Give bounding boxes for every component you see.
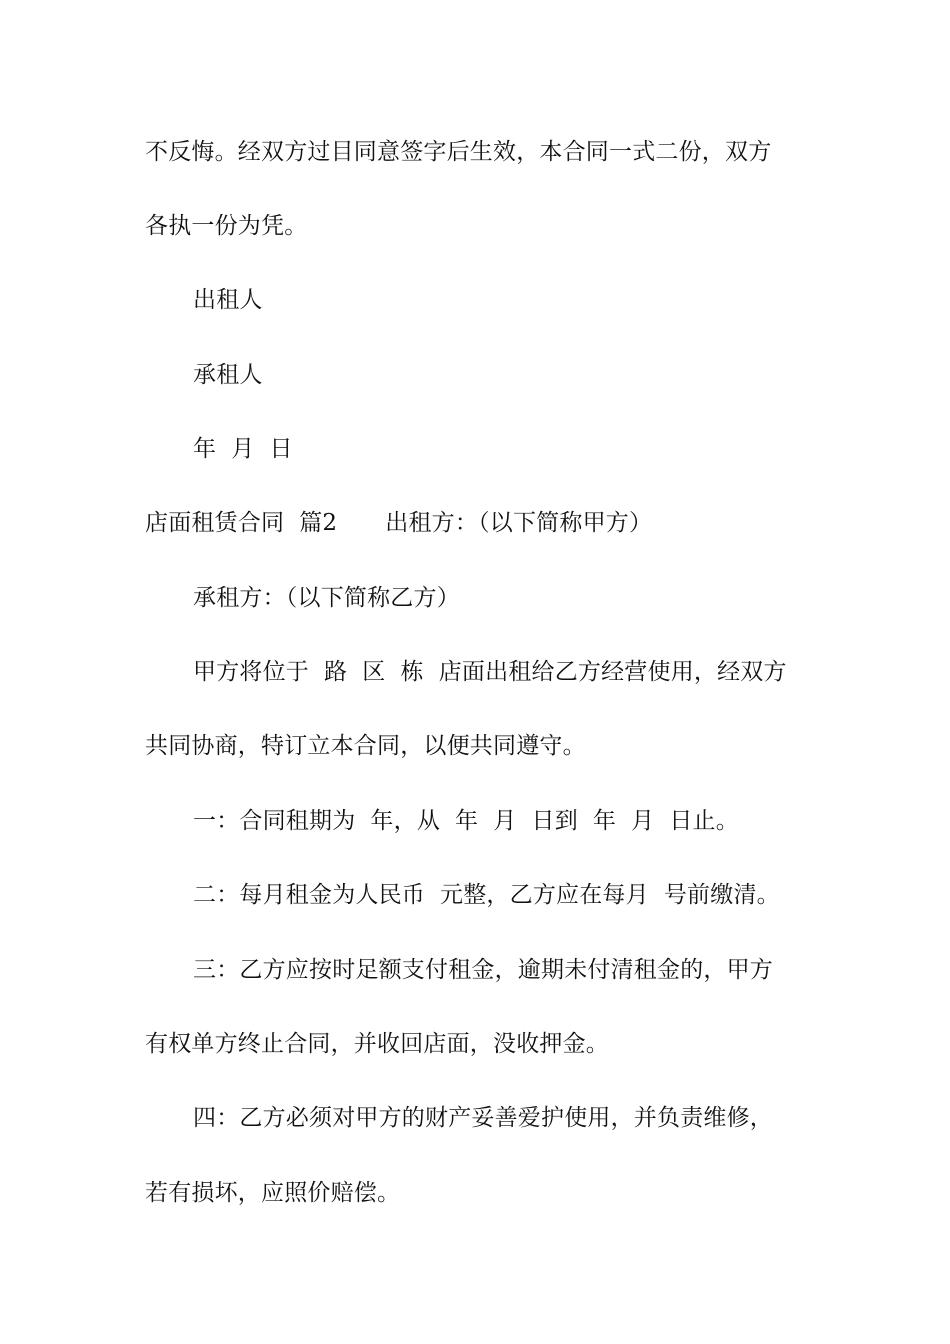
clause-4: 四：乙方必须对甲方的财产妥善爱护使用，并负责维修，: [193, 1105, 773, 1131]
lessee-party-label: 承租方：（以下简称乙方）: [193, 585, 460, 611]
text-line-9: 甲方将位于 路 区 栋 店面出租给乙方经营使用，经双方: [193, 659, 787, 685]
text-line-1: 不反悔。经双方过目同意签字后生效，本合同一式二份，双方: [145, 139, 772, 165]
section-heading: [145, 508, 652, 538]
text-line-2: 各执一份为凭。: [145, 213, 308, 239]
clause-1: 一：合同租期为 年，从 年 月 日到 年 月 日止。: [193, 808, 739, 834]
lessor-signature-label: 出租人: [193, 287, 263, 313]
text-line-10: 共同协商，特订立本合同，以便共同遵守。: [145, 733, 586, 759]
lessee-signature-label: 承租人: [193, 362, 263, 388]
clause-4-cont: 若有损坏，应照价赔偿。: [145, 1180, 401, 1206]
lessor-party-label: 出租方：（以下简称甲方）: [385, 510, 653, 536]
clause-2: 二：每月租金为人民币 元整，乙方应在每月 号前缴清。: [193, 882, 780, 908]
contract-title: 店面租赁合同 篇2: [145, 510, 338, 536]
clause-3-cont: 有权单方终止合同，并收回店面，没收押金。: [145, 1031, 609, 1057]
clause-3: 三：乙方应按时足额支付租金，逾期未付清租金的，甲方: [193, 957, 773, 983]
date-label: 年 月 日: [193, 436, 293, 462]
